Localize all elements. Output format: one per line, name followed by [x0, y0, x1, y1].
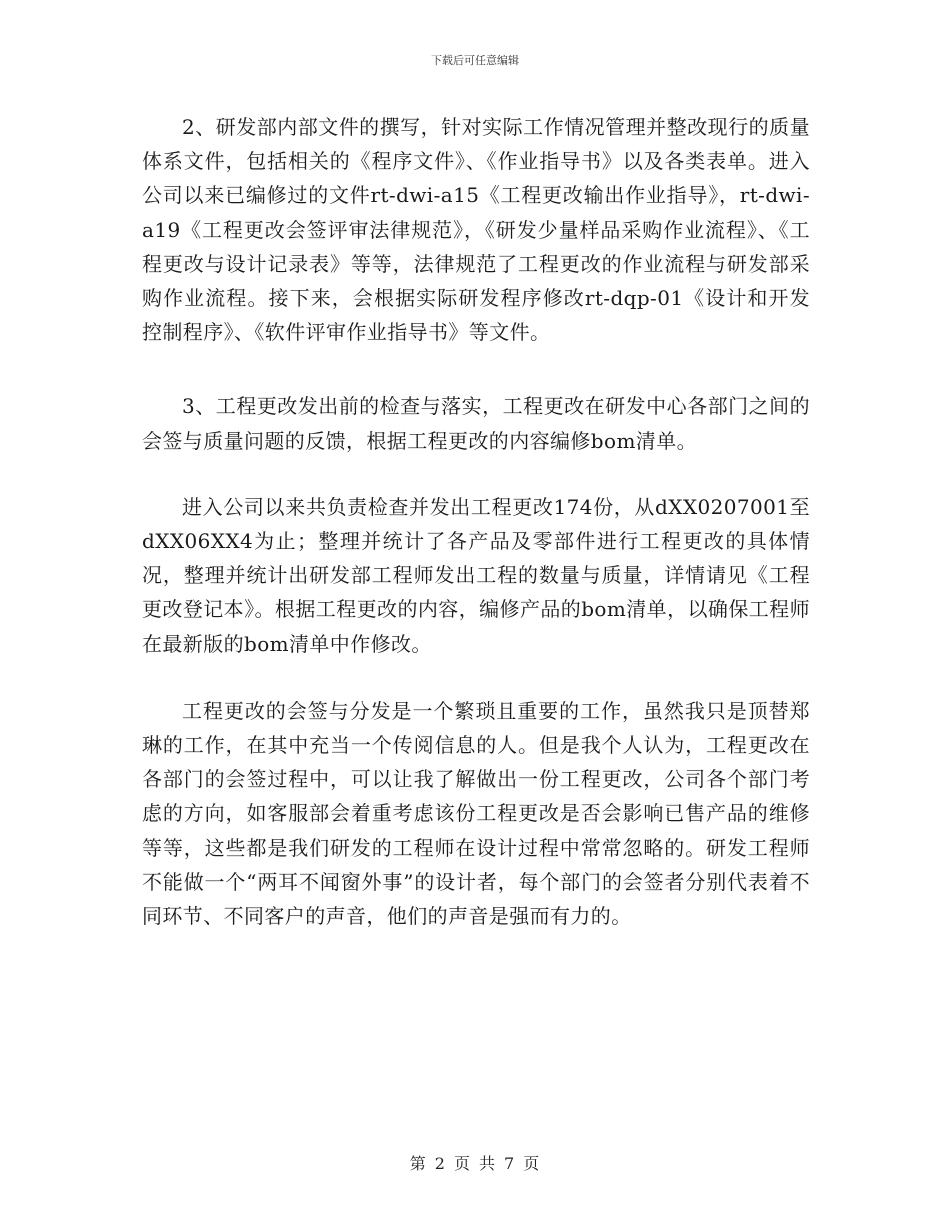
footer-label-total: 共 [479, 1154, 497, 1173]
paragraph-countersign-reflection: 工程更改的会签与分发是一个繁琐且重要的工作，虽然我只是顶替郑琳的工作，在其中充当一个传阅信息的人。但是我个人认为，工程更改在各部门的会签过程中，可以让我了解做出一份工程更改，公司各个部门考虑的方向，如客服部会着重考虑该份工程更改是否会影响已售产品的维修等等，这些都是我们研发的工程师在设计过程中常常忽略的。研发工程师不能做一个“两耳不闻窗外事”的设计者，每个部门的会签者分别代表着不同环节、不同客户的声音，他们的声音是强而有力的。 [142, 698, 810, 929]
footer-total-pages: 7 [504, 1154, 516, 1173]
footer-label-page: 第 [409, 1154, 427, 1173]
paragraph-engineering-change-statistics: 进入公司以来共负责检查并发出工程更改174份，从dXX0207001至dXX06XX4为止；整理并统计了各产品及零部件进行工程更改的具体情况，整理并统计出研发部工程师发出工程的数量与质量，详情请见《工程更改登记本》。根据工程更改的内容，编修产品的bom清单，以确保工程师在最新版的bom清单中作修改。 [142, 494, 810, 656]
page-number-footer [0, 1154, 950, 1174]
footer-label-total-unit: 页 [523, 1154, 541, 1173]
document-body [142, 110, 810, 963]
footer-label-page-unit: 页 [453, 1154, 471, 1173]
page-header-note: 下载后可任意编辑 [431, 54, 519, 67]
footer-current-page: 2 [434, 1154, 446, 1173]
paragraph-engineering-change-check: 3、工程更改发出前的检查与落实，工程更改在研发中心各部门之间的会签与质量问题的反馈，根据工程更改的内容编修bom清单。 [142, 394, 810, 453]
paragraph-document-writing: 2、研发部内部文件的撰写，针对实际工作情况管理并整改现行的质量体系文件，包括相关的《程序文件》、《作业指导书》以及各类表单。进入公司以来已编修过的文件rt-dwi-a15《工程更改输出作业指导》，rt-dwi-a19《工程更改会签评审法律规范》，《研发少量样品采购作业流程》、《工程更改与设计记录表》等等，法律规范了工程更改的作业流程与研发部采购作业流程。接下来，会根据实际研发程序修改rt-dqp-01《设计和开发控制程序》、《软件评审作业指导书》等文件。 [142, 115, 810, 345]
